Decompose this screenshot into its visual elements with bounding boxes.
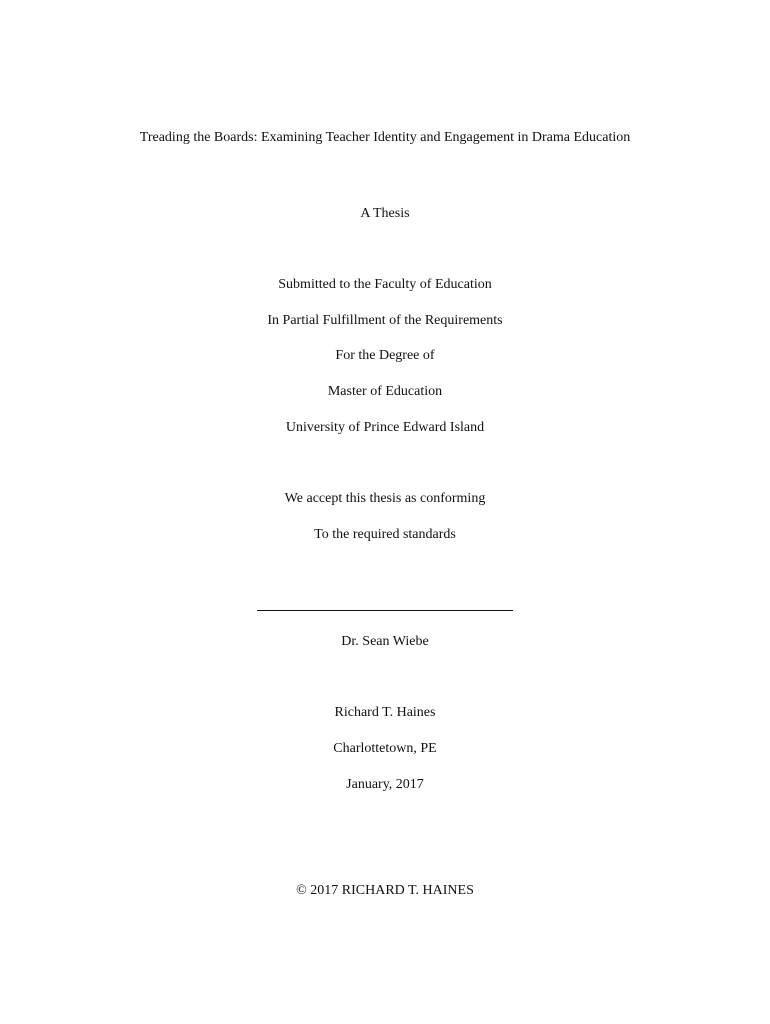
thesis-title: Treading the Boards: Examining Teacher Identity and Engagement in Drama Education <box>139 130 631 145</box>
author-name: Richard T. Haines <box>334 705 436 720</box>
submission-line-requirements: In Partial Fulfillment of the Requirements <box>267 313 503 328</box>
acceptance-line-conforming: We accept this thesis as conforming <box>284 491 486 506</box>
submission-line-university: University of Prince Edward Island <box>285 420 485 435</box>
copyright-notice: © 2017 RICHARD T. HAINES <box>296 883 474 898</box>
submission-line-degree-of: For the Degree of <box>335 348 435 363</box>
submission-line-degree-name: Master of Education <box>327 384 443 399</box>
supervisor-name: Dr. Sean Wiebe <box>341 634 429 649</box>
thesis-label: A Thesis <box>360 206 410 221</box>
acceptance-line-standards: To the required standards <box>314 527 456 542</box>
submission-date: January, 2017 <box>346 777 424 792</box>
signature-line <box>257 610 513 611</box>
submission-line-faculty: Submitted to the Faculty of Education <box>278 277 492 292</box>
location: Charlottetown, PE <box>333 741 437 756</box>
